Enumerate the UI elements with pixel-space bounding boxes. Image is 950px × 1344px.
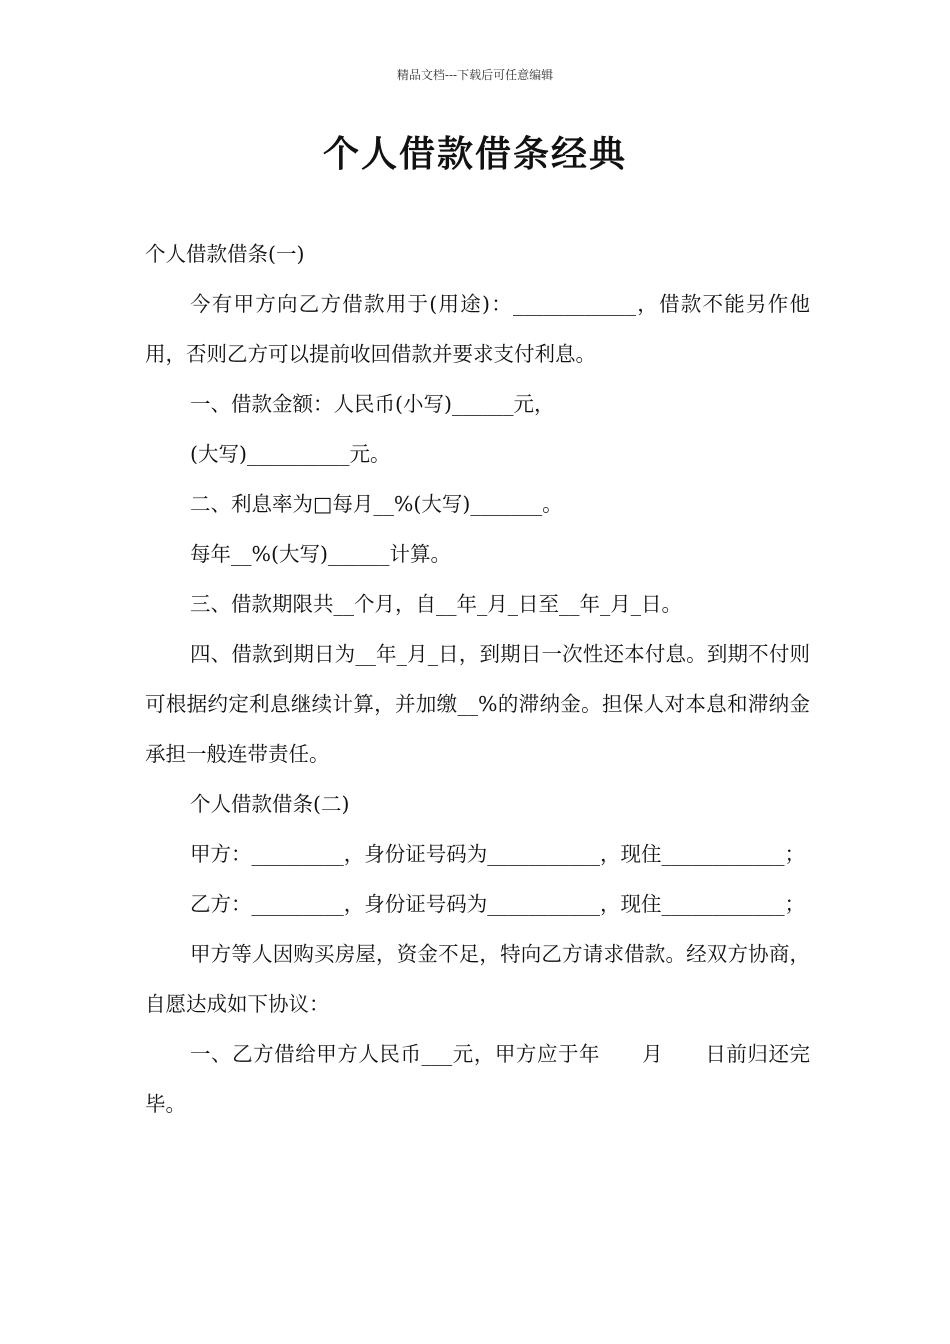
document-title: 个人借款借条经典: [322, 133, 627, 175]
purpose-paragraph: 今有甲方向乙方借款用于(用途)：____________，借款不能另作他用，否则乙方可以提前收回借款并要求支付利息。: [145, 292, 810, 366]
interest-yearly-paragraph: 每年__%(大写)______计算。: [190, 542, 451, 566]
amount-small-paragraph: 一、借款金额：人民币(小写)______元，: [190, 392, 555, 416]
header-note: 精品文档---下载后可任意编辑: [396, 68, 554, 82]
section1-heading: 个人借款借条(一): [145, 242, 305, 266]
party-b-paragraph: 乙方：_________，身份证号码为___________，现住____________；: [190, 892, 805, 916]
document-body: [145, 229, 810, 1129]
interest-monthly-paragraph: 二、利息率为□每月__%(大写)_______。: [190, 492, 563, 516]
section2-heading: 个人借款借条(二): [190, 792, 350, 816]
party-a-paragraph: 甲方：_________，身份证号码为___________，现住____________；: [190, 842, 805, 866]
agreement-intro-paragraph: 甲方等人因购买房屋，资金不足，特向乙方请求借款。经双方协商，自愿达成如下协议：: [145, 942, 810, 1016]
due-date-paragraph: 四、借款到期日为__年_月_日，到期日一次性还本付息。到期不付则可根据约定利息继续计算，并加缴__%的滞纳金。担保人对本息和滞纳金承担一般连带责任。: [145, 642, 810, 766]
term-paragraph: 三、借款期限共__个月，自__年_月_日至__年_月_日。: [190, 592, 682, 616]
amount-large-paragraph: (大写)__________元。: [190, 442, 391, 466]
clause-1-paragraph: 一、乙方借给甲方人民币___元，甲方应于年 月 日前归还完毕。: [145, 1042, 810, 1116]
